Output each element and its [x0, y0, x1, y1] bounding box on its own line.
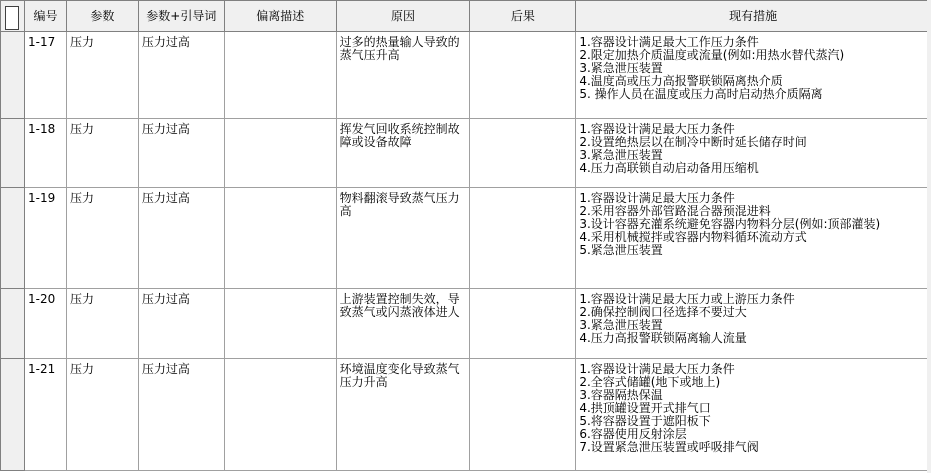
cell-id[interactable]: 1-19 [24, 188, 66, 289]
cell-parameter[interactable]: 压力 [66, 188, 138, 289]
cell-parameter[interactable]: 压力 [66, 289, 138, 359]
vertical-scrollbar-edge[interactable] [927, 0, 931, 473]
measure-item: 2.采用容器外部管路混合器预混进料 [579, 204, 771, 218]
measure-item: 3.紧急泄压装置 [579, 61, 663, 75]
cell-deviation[interactable] [224, 32, 336, 119]
cell-cause[interactable]: 过多的热量输人导致的蒸气压升高 [336, 32, 470, 119]
table-row[interactable] [1, 119, 931, 188]
row-selector[interactable] [1, 119, 25, 188]
measure-item: 2.全容式储罐(地下或地上) [579, 375, 721, 389]
table-row[interactable] [1, 32, 931, 119]
row-selector[interactable] [1, 32, 25, 119]
table-row[interactable] [1, 289, 931, 359]
measure-item: 2.限定加热介质温度或流量(例如:用热水替代蒸汽) [579, 48, 845, 62]
column-header-consequence[interactable]: 后果 [470, 1, 576, 32]
cell-cause[interactable]: 环境温度变化导致蒸气压力升高 [336, 359, 470, 471]
measure-item: 4.温度高或压力高报警联锁隔离热介质 [579, 74, 783, 88]
column-header-measures[interactable]: 现有措施 [576, 1, 931, 32]
measure-item: 1.容器设计满足最大压力条件 [579, 362, 735, 376]
cell-deviation[interactable] [224, 188, 336, 289]
cell-measures[interactable] [576, 359, 931, 471]
measure-item: 7.设置紧急泄压装置或呼吸排气阀 [579, 440, 759, 454]
cell-measures[interactable] [576, 119, 931, 188]
cell-parameter[interactable]: 压力 [66, 359, 138, 471]
cell-cause[interactable]: 物料翻滚导致蒸气压力高 [336, 188, 470, 289]
cell-id[interactable]: 1-18 [24, 119, 66, 188]
measure-item: 5.紧急泄压装置 [579, 243, 663, 257]
cell-consequence[interactable] [470, 119, 576, 188]
cell-deviation[interactable] [224, 359, 336, 471]
cell-consequence[interactable] [470, 32, 576, 119]
column-header-param-guideword[interactable]: 参数+引导词 [138, 1, 224, 32]
select-all-box[interactable] [5, 6, 19, 30]
measure-item: 3.容器隔热保温 [579, 388, 663, 402]
table-row[interactable] [1, 359, 931, 471]
cell-param-guideword[interactable]: 压力过高 [138, 289, 224, 359]
column-header-id[interactable]: 编号 [24, 1, 66, 32]
cell-measures[interactable] [576, 289, 931, 359]
cell-param-guideword[interactable]: 压力过高 [138, 188, 224, 289]
cell-measures[interactable] [576, 188, 931, 289]
measure-item: 1.容器设计满足最大压力条件 [579, 122, 735, 136]
cell-measures[interactable] [576, 32, 931, 119]
header-row [1, 1, 931, 32]
row-selector[interactable] [1, 359, 25, 471]
cell-param-guideword[interactable]: 压力过高 [138, 359, 224, 471]
measure-item: 5. 操作人员在温度或压力高时启动热介质隔离 [579, 87, 823, 101]
measure-item: 3.紧急泄压装置 [579, 318, 663, 332]
measure-item: 4.拱顶罐设置开式排气口 [579, 401, 711, 415]
measure-item: 1.容器设计满足最大工作压力条件 [579, 35, 759, 49]
cell-deviation[interactable] [224, 119, 336, 188]
measure-item: 4.压力高报警联锁隔离输人流量 [579, 331, 747, 345]
measure-item: 2.确保控制阀口径选择不要过大 [579, 305, 747, 319]
row-selector[interactable] [1, 188, 25, 289]
cell-consequence[interactable] [470, 289, 576, 359]
measure-item: 3.设计容器充灌系统避免容器内物料分层(例如:顶部灌装) [579, 217, 881, 231]
cell-id[interactable]: 1-21 [24, 359, 66, 471]
cell-parameter[interactable]: 压力 [66, 32, 138, 119]
measure-item: 4.采用机械搅拌或容器内物料循环流动方式 [579, 230, 807, 244]
measure-item: 5.将容器设置于遮阳板下 [579, 414, 711, 428]
column-header-cause[interactable]: 原因 [336, 1, 470, 32]
measure-item: 1.容器设计满足最大压力或上游压力条件 [579, 292, 795, 306]
cell-cause[interactable]: 挥发气回收系统控制故障或设备故障 [336, 119, 470, 188]
cell-deviation[interactable] [224, 289, 336, 359]
cell-consequence[interactable] [470, 188, 576, 289]
measure-item: 4.压力高联锁自动启动备用压缩机 [579, 161, 759, 175]
table-row[interactable] [1, 188, 931, 289]
cell-consequence[interactable] [470, 359, 576, 471]
row-selector[interactable] [1, 289, 25, 359]
cell-id[interactable]: 1-20 [24, 289, 66, 359]
column-header-deviation[interactable]: 偏离描述 [224, 1, 336, 32]
measure-item: 1.容器设计满足最大压力条件 [579, 191, 735, 205]
measure-item: 6.容器使用反射涂层 [579, 427, 687, 441]
cell-id[interactable]: 1-17 [24, 32, 66, 119]
cell-param-guideword[interactable]: 压力过高 [138, 119, 224, 188]
measure-item: 2.设置绝热层以在制冷中断时延长储存时间 [579, 135, 807, 149]
select-all-corner[interactable] [1, 1, 25, 32]
cell-parameter[interactable]: 压力 [66, 119, 138, 188]
cell-param-guideword[interactable]: 压力过高 [138, 32, 224, 119]
cell-cause[interactable]: 上游装置控制失效，导致蒸气或闪蒸液体进人 [336, 289, 470, 359]
measure-item: 3.紧急泄压装置 [579, 148, 663, 162]
column-header-parameter[interactable]: 参数 [66, 1, 138, 32]
